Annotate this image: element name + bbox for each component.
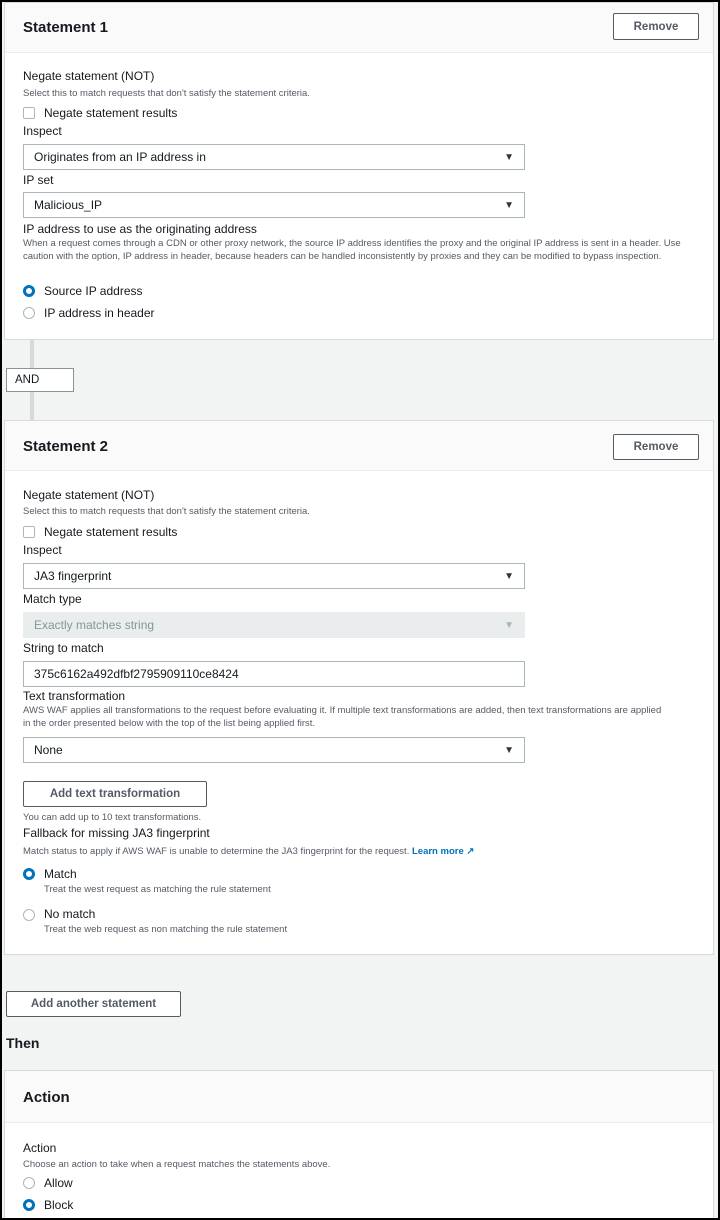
- match-desc: Treat the west request as matching the rule statement: [44, 884, 271, 895]
- negate-desc: Select this to match requests that don't satisfy the statement criteria.: [23, 506, 310, 517]
- statement-2-header: [5, 421, 713, 471]
- caret-down-icon: ▼: [504, 620, 514, 631]
- ipaddr-desc: When a request comes through a CDN or other proxy network, the source IP address identifies the proxy and the original IP address is sent in a header. Use caution with the option, IP address in header, because headers can be handled inconsistently by proxies and they can be modified to bypass inspection.: [23, 238, 681, 262]
- fallback-label: Fallback for missing JA3 fingerprint: [23, 826, 210, 840]
- action-card: [4, 1070, 714, 1220]
- tt-label: Text transformation: [23, 689, 126, 703]
- ip-header-radio[interactable]: [23, 307, 35, 319]
- source-ip-radio[interactable]: [23, 285, 35, 297]
- source-ip-label: Source IP address: [44, 284, 143, 298]
- caret-down-icon: ▼: [504, 152, 514, 163]
- action-header: [5, 1071, 713, 1123]
- match-type-label: Match type: [23, 592, 82, 606]
- negate-checkbox-label: Negate statement results: [44, 525, 178, 539]
- ipset-select[interactable]: [23, 192, 525, 218]
- no-match-desc: Treat the web request as non matching the rule statement: [44, 924, 288, 935]
- action-title: Action: [23, 1089, 70, 1106]
- then-heading: Then: [6, 1035, 40, 1051]
- and-operator: AND: [6, 368, 74, 392]
- remove-statement-2-button[interactable]: Remove: [613, 434, 699, 460]
- negate-desc: Select this to match requests that don't satisfy the statement criteria.: [23, 88, 310, 99]
- negate-checkbox[interactable]: [23, 526, 35, 538]
- tt-desc: AWS WAF applies all transformations to the request before evaluating it. If multiple text transformations are added, then text transformations are applied in the order presented below with the top of the list being applied first.: [23, 705, 662, 729]
- statement-1-header: [5, 3, 713, 53]
- caret-down-icon: ▼: [504, 200, 514, 211]
- match-type-value: Exactly matches string: [34, 618, 155, 632]
- inspect-select[interactable]: [23, 563, 525, 589]
- add-text-transformation-button[interactable]: Add text transformation: [23, 781, 207, 807]
- negate-label: Negate statement (NOT): [23, 69, 155, 83]
- inspect-label: Inspect: [23, 543, 62, 557]
- caret-down-icon: ▼: [504, 571, 514, 582]
- tt-select[interactable]: [23, 737, 525, 763]
- block-radio[interactable]: [23, 1199, 35, 1211]
- ip-header-label: IP address in header: [44, 306, 155, 320]
- allow-radio[interactable]: [23, 1177, 35, 1189]
- inspect-label: Inspect: [23, 124, 62, 138]
- statement-1-card: [4, 2, 714, 340]
- tt-value: None: [34, 743, 63, 757]
- match-type-select: [23, 612, 525, 638]
- inspect-select[interactable]: [23, 144, 525, 170]
- string-label: String to match: [23, 641, 104, 655]
- no-match-label: No match: [44, 907, 96, 921]
- fallback-desc-text: Match status to apply if AWS WAF is unable to determine the JA3 fingerprint for the request.: [23, 846, 410, 857]
- match-radio[interactable]: [23, 868, 35, 880]
- inspect-value: JA3 fingerprint: [34, 569, 112, 583]
- string-input[interactable]: [23, 661, 525, 687]
- statement-1-title: Statement 1: [23, 19, 109, 36]
- add-another-statement-button[interactable]: Add another statement: [6, 991, 181, 1017]
- tt-hint: You can add up to 10 text transformations.: [23, 812, 202, 823]
- remove-statement-1-button[interactable]: Remove: [613, 13, 699, 40]
- fallback-desc: [23, 845, 474, 858]
- negate-label: Negate statement (NOT): [23, 488, 155, 502]
- inspect-value: Originates from an IP address in: [34, 150, 206, 164]
- statement-2-card: [4, 420, 714, 955]
- negate-checkbox[interactable]: [23, 107, 35, 119]
- external-link-icon[interactable]: ↗: [466, 846, 475, 857]
- allow-label: Allow: [44, 1176, 73, 1190]
- action-desc: Choose an action to take when a request matches the statements above.: [23, 1159, 331, 1170]
- match-label: Match: [44, 867, 77, 881]
- learn-more-link[interactable]: Learn more: [411, 846, 464, 857]
- string-value: 375c6162a492dfbf2795909110ce8424: [34, 667, 239, 681]
- action-label: Action: [23, 1141, 57, 1155]
- ipset-label: IP set: [23, 173, 54, 187]
- no-match-radio[interactable]: [23, 909, 35, 921]
- negate-checkbox-label: Negate statement results: [44, 106, 178, 120]
- ipset-value: Malicious_IP: [34, 198, 103, 212]
- ipaddr-label: IP address to use as the originating address: [23, 222, 257, 236]
- block-label: Block: [44, 1198, 74, 1212]
- statement-2-title: Statement 2: [23, 438, 109, 455]
- caret-down-icon: ▼: [504, 745, 514, 756]
